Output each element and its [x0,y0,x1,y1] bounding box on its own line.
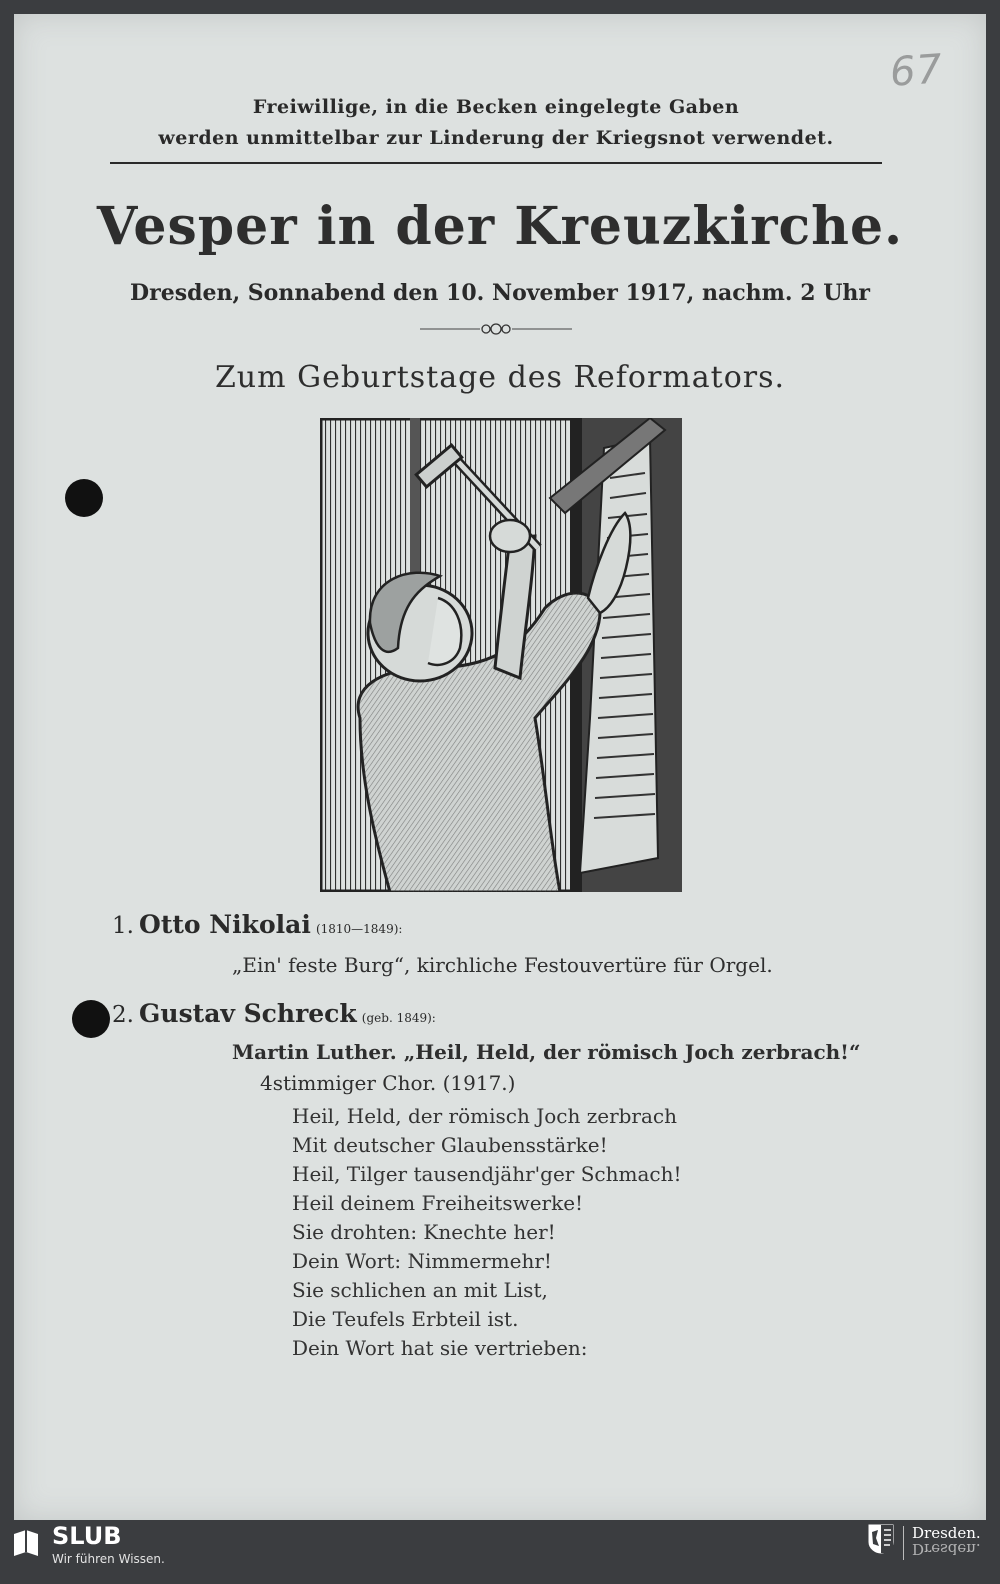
lyric-line: Sie drohten: Knechte her! [292,1220,556,1244]
work-detail: 4stimmiger Chor. (1917.) [260,1071,516,1095]
ornament-divider [420,321,572,337]
page-title: Vesper in der Kreuzkirche. [96,196,904,257]
date-line: Dresden, Sonnabend den 10. November 1917, nachm. 2 Uhr [130,280,870,306]
lyric-line: Heil, Tilger tausendjähr'ger Schmach! [292,1162,682,1186]
divider [110,162,882,164]
slub-tagline: Wir führen Wissen. [52,1552,165,1566]
lyric-line: Sie schlichen an mit List, [292,1278,548,1302]
composer-dates: (1810—1849): [315,922,403,936]
donation-notice [110,92,882,154]
punch-hole [65,479,103,517]
composer-dates: (geb. 1849): [361,1011,436,1025]
composer-name: Otto Nikolai [139,910,311,939]
item-number: 1. [112,913,134,939]
luther-woodcut-illustration [320,418,682,892]
lyric-line: Heil, Held, der römisch Joch zerbrach [292,1104,677,1128]
work-title: Martin Luther. „Heil, Held, der römisch Joch zerbrach!“ [232,1040,861,1064]
dresden-logo-reflection: Dresden. [912,1540,981,1558]
work-title: „Ein' feste Burg“, kirchliche Festouvertüre für Orgel. [232,953,773,977]
lyric-line: Dein Wort: Nimmermehr! [292,1249,552,1273]
item-number: 2. [112,1002,134,1028]
lyric-line: Dein Wort hat sie vertrieben: [292,1336,588,1360]
program-item-1 [112,910,402,939]
footer-divider [903,1526,904,1560]
dresden-crest-icon [868,1524,894,1554]
slub-logo-icon[interactable] [12,1528,40,1558]
lyric-line: Heil deinem Freiheitswerke! [292,1191,584,1215]
notice-line-1: Freiwillige, in die Becken eingelegte Gaben [252,96,740,118]
page-number: 67 [888,46,945,96]
slub-brand[interactable]: SLUB [52,1522,122,1550]
subtitle: Zum Geburtstage des Reformators. [214,360,786,395]
lyric-line: Die Teufels Erbteil ist. [292,1307,519,1331]
lyric-line: Mit deutscher Glaubensstärke! [292,1133,608,1157]
program-item-2 [112,999,436,1028]
dresden-logo-text[interactable]: Dresden. [912,1524,981,1542]
punch-hole [72,1000,110,1038]
notice-line-2: werden unmittelbar zur Linderung der Kriegsnot verwendet. [158,127,834,149]
composer-name: Gustav Schreck [139,999,357,1028]
